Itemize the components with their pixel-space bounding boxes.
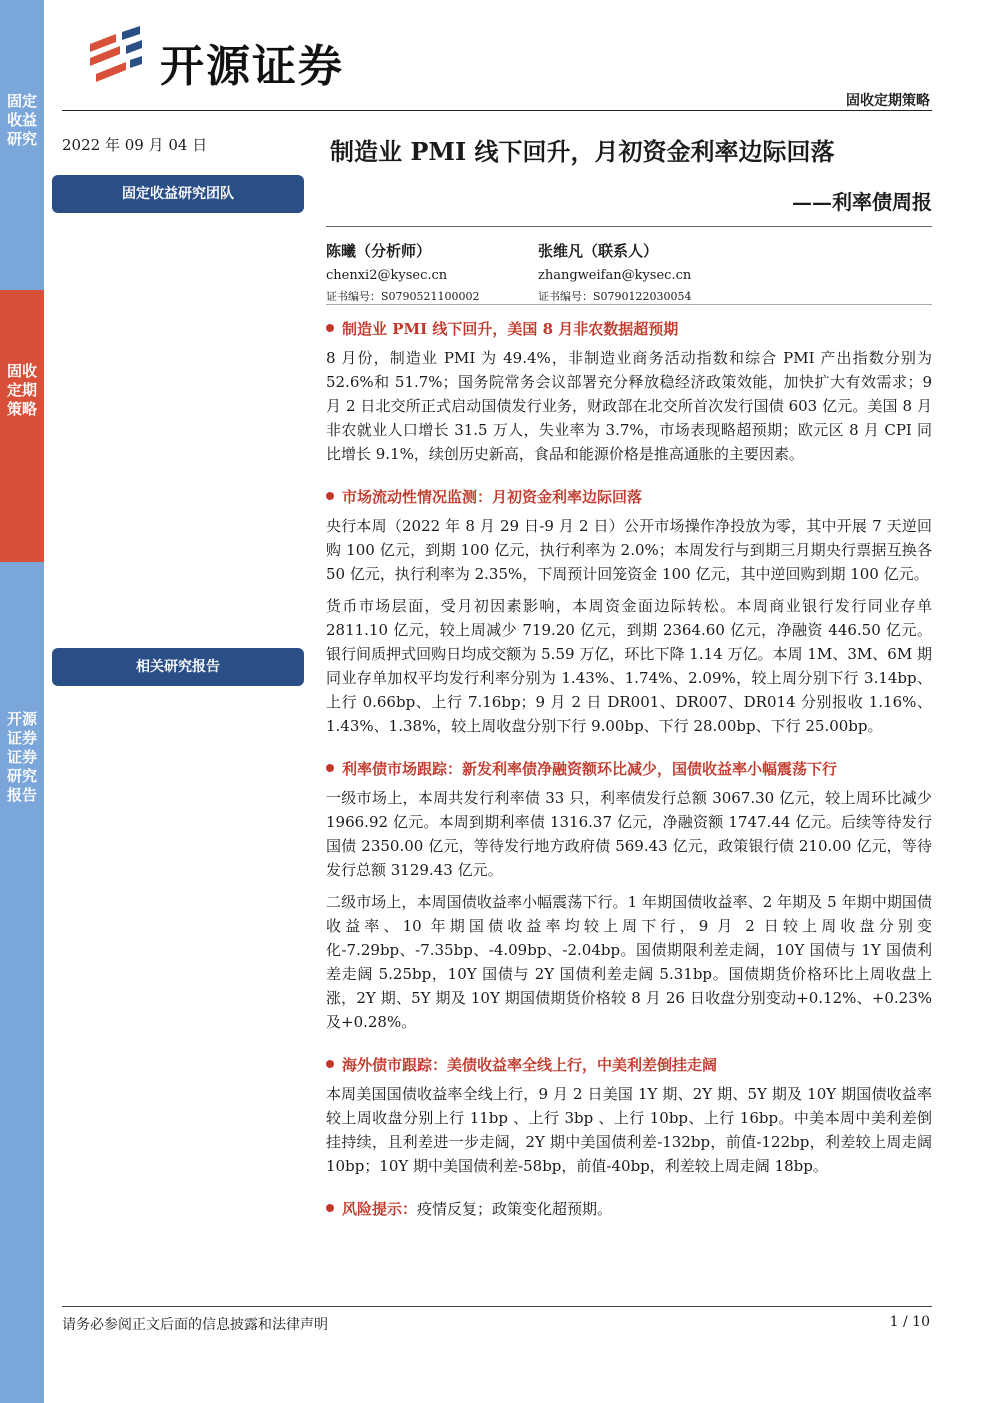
bullet-icon	[326, 1204, 334, 1212]
bullet-icon	[326, 1060, 334, 1068]
section-paragraph: 8 月份，制造业 PMI 为 49.4%，非制造业商务活动指数和综合 PMI 产出指数分别为 52.6%和 51.7%；国务院常务会议部署充分释放稳经济政策效能，加快扩大有效需求；9 月 2 日北交所正式启动国债发行业务，财政部在北交所首次发行国债 603 亿元。美国 8 月非农就业人口增长 31.5 万人，失业率为 3.7%，市场表现略超预期；欧元区 8 月 CPI 同比增长 9.1%，续创历史新高，食品和能源价格是推高通胀的主要因素。	[326, 349, 932, 463]
header-divider	[62, 110, 932, 111]
report-subtitle: ——利率债周报	[792, 190, 932, 214]
bullet-icon	[326, 492, 334, 500]
author-2	[538, 240, 692, 304]
brand-name: 开源证券	[160, 41, 344, 92]
title-divider	[326, 226, 932, 227]
sidebar-label-mid: 固收定期策略	[6, 362, 37, 418]
author-divider	[326, 304, 932, 305]
author-cert: 证书编号：S0790521100002	[326, 290, 480, 303]
sidebar-highlight	[0, 290, 44, 562]
author-1	[326, 240, 480, 304]
section-heading-macro: 制造业 PMI 线下回升，美国 8 月非农数据超预期	[326, 318, 932, 340]
bullet-icon	[326, 324, 334, 332]
section-paragraph: 货币市场层面，受月初因素影响，本周资金面边际转松。本周商业银行发行同业存单 2811.10 亿元，较上周减少 719.20 亿元，到期 2364.60 亿元，净融资 446.50 亿元。银行间质押式回购日均成交额为 5.59 万亿，环比下降 1.14 万亿。本周 1M、3M、6M 期同业存单加权平均发行利率分别为 1.43%、1.74%、2.09%，较上周分别下行 3.14bp、上行 0.66bp、上行 7.16bp；9 月 2 日 DR001、DR007、DR014 分别报收 1.16%、1.43%、1.38%，较上周收盘分别下行 9.00bp、下行 28.00bp、下行 25.00bp。	[326, 597, 932, 735]
related-reports-banner: 相关研究报告	[52, 648, 304, 686]
sidebar-label-bottom: 开源证券 证券研究报告	[6, 710, 37, 804]
section-heading-liquidity: 市场流动性情况监测：月初资金利率边际回落	[326, 486, 932, 508]
section-paragraph: 一级市场上，本周共发行利率债 33 只，利率债发行总额 3067.30 亿元，较上周环比减少 1966.92 亿元。本周到期利率债 1316.37 亿元，净融资额 1747.44 亿元。后续等待发行国债 2350.00 亿元，等待发行地方政府债 569.43 亿元，政策银行债 210.00 亿元，等待发行总额 3129.43 亿元。	[326, 789, 932, 879]
author-name: 陈曦（分析师）	[326, 242, 432, 260]
page-number: 1 / 10	[889, 1314, 930, 1330]
section-paragraph: 二级市场上，本周国债收益率小幅震荡下行。1 年期国债收益率、2 年期及 5 年期中期国债收益率、10 年期国债收益率均较上周下行，9 月 2 日较上周收盘分别变化-7.29bp、-7.35bp、-4.09bp、-2.04bp。国债期限利差走阔，10Y 国债与 1Y 国债利差走阔 5.25bp，10Y 国债与 2Y 国债利差走阔 5.31bp。国债期货价格环比上周收盘上涨，2Y 期、5Y 期及 10Y 期国债期货价格较 8 月 26 日收盘分别变动+0.12%、+0.23%及+0.28%。	[326, 893, 932, 1031]
report-body	[326, 318, 932, 1220]
bullet-icon	[326, 764, 334, 772]
report-date: 2022 年 09 月 04 日	[62, 136, 208, 154]
section-paragraph: 本周美国国债收益率全线上行，9 月 2 日美国 1Y 期、2Y 期、5Y 期及 10Y 期国债收益率较上周收盘分别上行 11bp 、上行 3bp 、上行 10bp、上行 16bp。中美本周中美利差倒挂持续，且利差进一步走阔，2Y 期中美国债利差-132bp，前值-122bp，利差较上周走阔 10bp；10Y 期中美国债利差-58bp，前值-40bp，利差较上周走阔 18bp。	[326, 1085, 932, 1175]
footer-disclaimer: 请务必参阅正文后面的信息披露和法律声明	[62, 1317, 328, 1333]
section-heading-overseas: 海外债市跟踪：美债收益率全线上行，中美利差倒挂走阔	[326, 1054, 932, 1076]
report-title: 制造业 PMI 线下回升，月初资金利率边际回落	[330, 137, 835, 166]
brand-logo-icon	[86, 26, 142, 88]
sidebar-label-top: 固定收益研究	[6, 92, 37, 148]
left-sidebar	[0, 0, 44, 1403]
section-paragraph: 央行本周（2022 年 8 月 29 日-9 月 2 日）公开市场操作净投放为零，其中开展 7 天逆回购 100 亿元，到期 100 亿元，执行利率为 2.0%；本周发行与到期三月期央行票据互换各 50 亿元，执行利率为 2.35%，下周预计回笼资金 100 亿元，其中逆回购到期 100 亿元。	[326, 517, 932, 583]
risk-note: 风险提示：疫情反复；政策变化超预期。	[326, 1198, 932, 1220]
section-heading-rates: 利率债市场跟踪：新发利率债净融资额环比减少，国债收益率小幅震荡下行	[326, 758, 932, 780]
author-cert: 证书编号：S0790122030054	[538, 290, 692, 303]
header-category: 固收定期策略	[846, 93, 930, 109]
footer-divider	[62, 1306, 932, 1307]
team-banner: 固定收益研究团队	[52, 175, 304, 213]
author-email[interactable]: zhangweifan@kysec.cn	[538, 268, 692, 283]
author-email[interactable]: chenxi2@kysec.cn	[326, 268, 448, 283]
author-name: 张维凡（联系人）	[538, 242, 659, 260]
